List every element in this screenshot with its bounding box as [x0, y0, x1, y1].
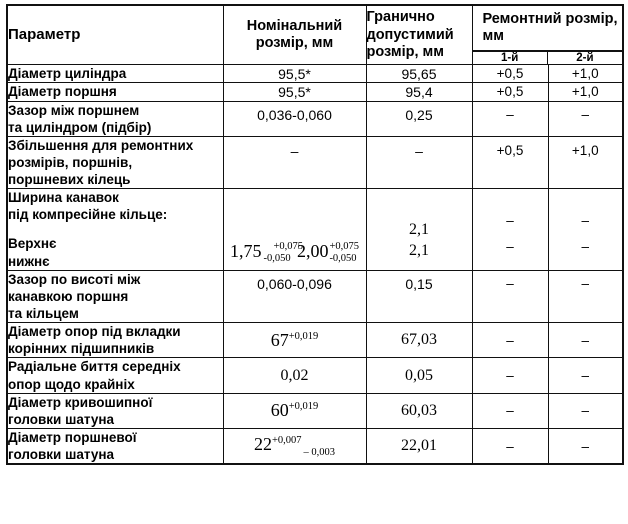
tolerance-upper-groove: 1,75 +0,075 -0,050 [230, 240, 304, 265]
parameter-cell: Діаметр поршня [7, 83, 223, 101]
tolerance-value: $60^{+0,019}$ [270, 400, 319, 421]
column-header-repair-size-group [472, 5, 623, 65]
limit-value-cell: 95,65 [366, 65, 472, 83]
repair1-value-cell: – [472, 101, 548, 136]
limit-value-cell: 95,4 [366, 83, 472, 101]
parameter-cell: Діаметр циліндра [7, 65, 223, 83]
table-row [7, 358, 623, 393]
table-row [7, 136, 623, 188]
repair2-value-cell: +1,0 [548, 65, 623, 83]
nominal-value-cell: 0,060-0,096 [223, 270, 366, 322]
repair2-value-cell: – [548, 323, 623, 358]
parameter-cell: Зазор по висоті між канавкою поршня та кільцем [7, 270, 223, 322]
parameter-cell: Зазор між поршнем та циліндром (підбір) [7, 101, 223, 136]
nominal-value-cell [223, 429, 366, 465]
tolerance-value: $22^{+0,007}_{- 0,003}$ [253, 434, 336, 458]
nominal-value-cell: 0,02 [223, 358, 366, 393]
limit-value-cell: 60,03 [366, 393, 472, 428]
table-header-row [7, 5, 623, 65]
column-header-repair-2: 2-й [547, 52, 622, 65]
table-row [7, 270, 623, 322]
limit-value-cell: 0,25 [366, 101, 472, 136]
parameter-cell: Діаметр поршневої головки шатуна [7, 429, 223, 465]
table-row [7, 393, 623, 428]
repair2-value-cell: – [548, 358, 623, 393]
column-header-repair-1: 1-й [473, 52, 548, 65]
groove-lower-label: нижнє [8, 253, 50, 269]
nominal-value-cell: 0,036-0,060 [223, 101, 366, 136]
nominal-value-cell: 95,5* [223, 83, 366, 101]
limit-value-cell: 67,03 [366, 323, 472, 358]
groove-upper-label: Верхнє [8, 236, 57, 252]
repair1-value-cell: +0,5 [472, 83, 548, 101]
limit-value-cell: 22,01 [366, 429, 472, 465]
table-row [7, 101, 623, 136]
column-header-parameter: Параметр [7, 5, 223, 65]
tolerance-value: $67^{+0,019}$ [270, 329, 319, 350]
repair1-value-cell: – – [472, 189, 548, 271]
repair2-value-cell: – [548, 101, 623, 136]
table-row [7, 65, 623, 83]
nominal-value-cell [223, 323, 366, 358]
nominal-value-cell: – [223, 136, 366, 188]
repair1-value-cell: +0,5 [472, 65, 548, 83]
parameter-cell: Діаметр опор під вкладки корінних підшипників [7, 323, 223, 358]
repair1-value-cell: – [472, 429, 548, 465]
table-row [7, 189, 623, 271]
repair1-value-cell: +0,5 [472, 136, 548, 188]
parameter-cell: Радіальне биття середніх опор щодо крайніх [7, 358, 223, 393]
column-header-limit-size: Гранично допустимий розмір, мм [366, 5, 472, 65]
table-row [7, 83, 623, 101]
repair1-value-cell: – [472, 358, 548, 393]
tolerance-lower-groove: 2,00 +0,075 -0,050 [296, 240, 359, 265]
repair2-value-cell: – [548, 270, 623, 322]
engine-specification-table [6, 4, 624, 465]
repair1-value-cell: – [472, 393, 548, 428]
nominal-value-cell [223, 393, 366, 428]
parameter-cell: Діаметр кривошипної головки шатуна [7, 393, 223, 428]
repair2-value-cell: – [548, 393, 623, 428]
nominal-value-cell: 95,5* [223, 65, 366, 83]
limit-value-cell: – [366, 136, 472, 188]
limit-value-cell: 0,15 [366, 270, 472, 322]
repair2-value-cell: – [548, 429, 623, 465]
table-row [7, 429, 623, 465]
nominal-value-cell [223, 189, 366, 271]
column-header-nominal-size: Номінальний розмір, мм [223, 5, 366, 65]
limit-value-cell: 2,1 2,1 [366, 189, 472, 271]
repair2-value-cell: – – [548, 189, 623, 271]
parameter-cell: Збільшення для ремонтних розмірів, поршнів, поршневих кілець [7, 136, 223, 188]
repair2-value-cell: +1,0 [548, 83, 623, 101]
repair1-value-cell: – [472, 323, 548, 358]
limit-value-cell: 0,05 [366, 358, 472, 393]
table-row [7, 323, 623, 358]
repair-size-title: Ремонтний розмір, мм [473, 6, 623, 51]
parameter-cell: Ширина канавок під компресійне кільце: Верхнє нижнє [7, 189, 223, 271]
repair2-value-cell: +1,0 [548, 136, 623, 188]
repair1-value-cell: – [472, 270, 548, 322]
